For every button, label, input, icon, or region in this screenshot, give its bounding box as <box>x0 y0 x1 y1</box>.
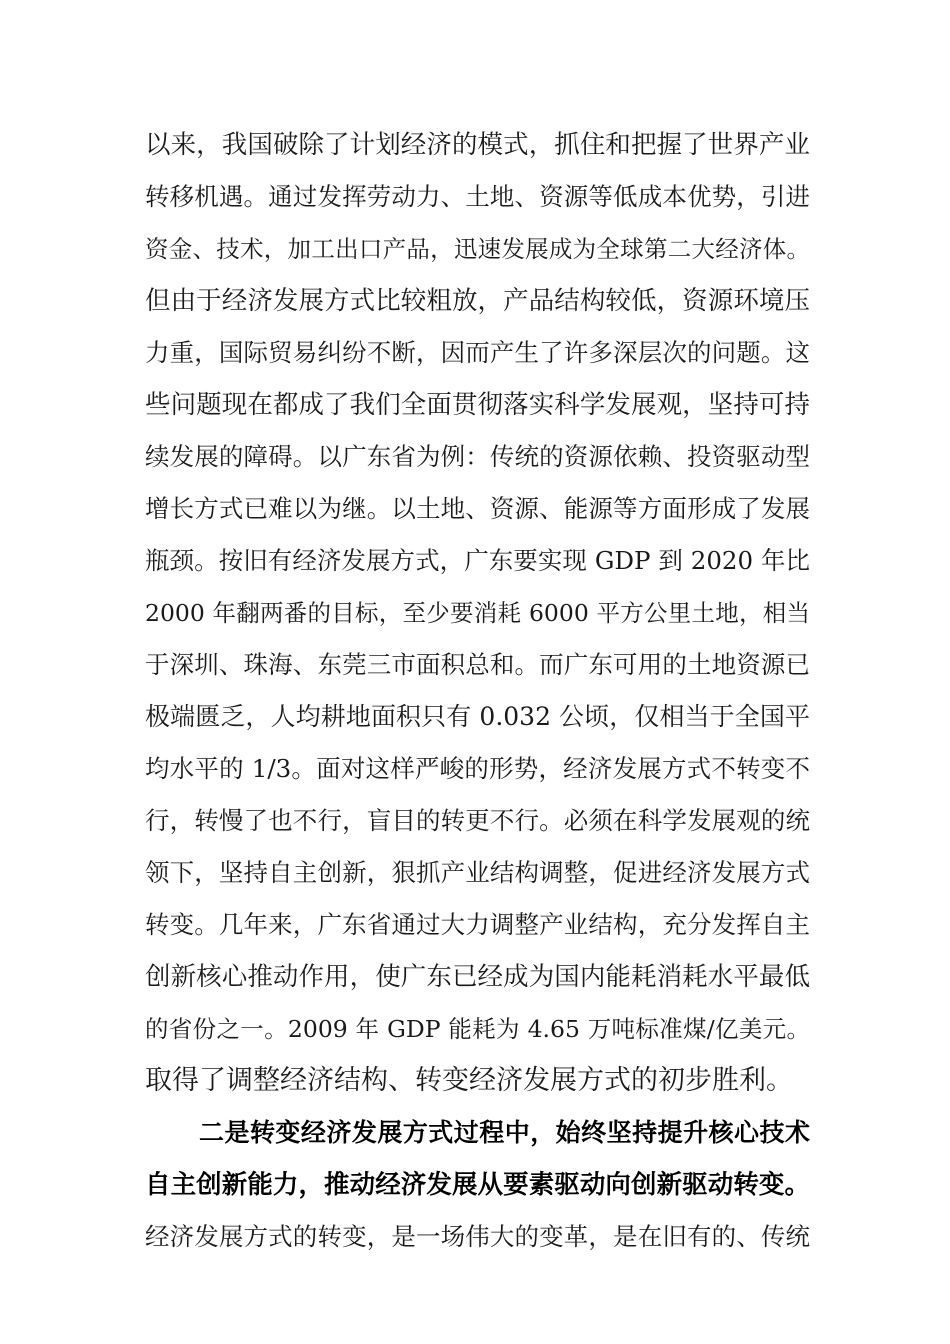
text-line: 的省份之一。2009 年 GDP 能耗为 4.65 万吨标准煤/亿美元。 <box>145 1015 810 1043</box>
bold-heading-line: 自主创新能力，推动经济发展从要素驱动向创新驱动转变。 <box>145 1170 810 1200</box>
text-line: 创新核心推动作用，使广东已经成为国内能耗消耗水平最低 <box>145 962 810 992</box>
text-line: 2000 年翻两番的目标，至少要消耗 6000 平方公里土地，相当 <box>145 599 810 627</box>
bold-heading-line: 二是转变经济发展方式过程中，始终坚持提升核心技术 <box>199 1118 810 1147</box>
text-line: 瓶颈。按旧有经济发展方式，广东要实现 GDP 到 2020 年比 <box>145 546 810 575</box>
text-line: 领下，坚持自主创新，狠抓产业结构调整，促进经济发展方式 <box>145 858 810 887</box>
text-line: 于深圳、珠海、东莞三市面积总和。而广东可用的土地资源已 <box>145 650 810 679</box>
text-line: 转变。几年来，广东省通过大力调整产业结构，充分发挥自主 <box>145 910 810 939</box>
text-line: 均水平的 1/3。面对这样严峻的形势，经济发展方式不转变不 <box>145 754 810 783</box>
text-line: 行，转慢了也不行，盲目的转更不行。必须在科学发展观的统 <box>145 806 810 835</box>
text-line: 取得了调整经济结构、转变经济发展方式的初步胜利。 <box>145 1065 793 1096</box>
text-line: 些问题现在都成了我们全面贯彻落实科学发展观，坚持可持 <box>145 390 810 420</box>
text-line: 但由于经济发展方式比较粗放，产品结构较低，资源环境压 <box>145 286 810 316</box>
text-line: 资金、技术，加工出口产品，迅速发展成为全球第二大经济体。 <box>145 235 810 263</box>
text-line: 续发展的障碍。以广东省为例：传统的资源依赖、投资驱动型 <box>145 442 810 471</box>
text-line: 转移机遇。通过发挥劳动力、土地、资源等低成本优势，引进 <box>145 182 810 211</box>
text-line: 极端匮乏，人均耕地面积只有 0.032 公顷，仅相当于全国平 <box>145 702 810 731</box>
text-line: 增长方式已难以为继。以土地、资源、能源等方面形成了发展 <box>145 494 810 523</box>
text-line: 力重，国际贸易纠纷不断，因而产生了许多深层次的问题。这 <box>145 338 810 367</box>
text-line: 以来，我国破除了计划经济的模式，抓住和把握了世界产业 <box>145 130 810 160</box>
text-line: 经济发展方式的转变，是一场伟大的变革，是在旧有的、传统 <box>145 1222 810 1251</box>
